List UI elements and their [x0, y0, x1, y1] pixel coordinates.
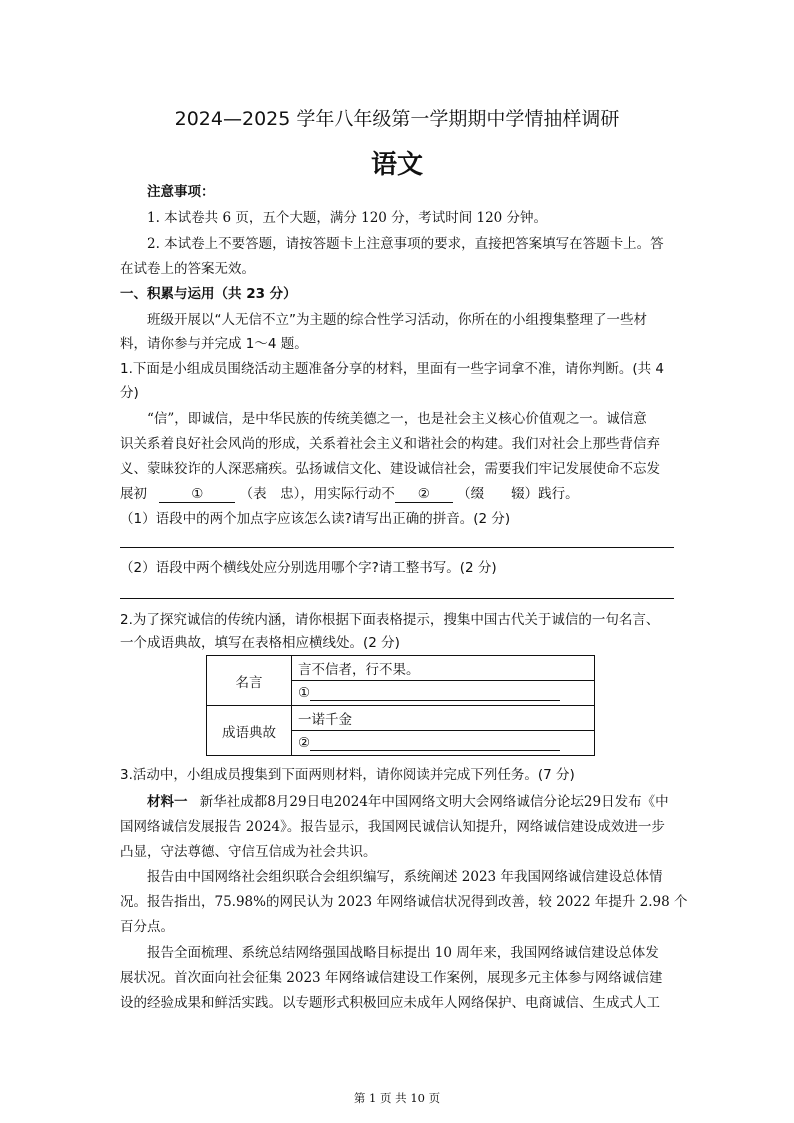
notice-item-2-line-1: 2. 本试卷上不要答题，请按答题卡上注意事项的要求，直接把答案填写在答题卡上。答: [147, 236, 664, 252]
q2-stem-line-1: 2.为了探究诚信的传统内涵，请你根据下面表格提示，搜集中国古代关于诚信的一句名言、: [120, 612, 660, 628]
q1-passage-line-1: “信”，即诚信，是中华民族的传统美德之一，也是社会主义核心价值观之一。诚信意: [147, 411, 647, 427]
paragraph-3-line-1: 报告全面梳理、系统总结网络强国战略目标提出 10 周年来，我国网络诚信建设总体发: [147, 945, 659, 961]
paragraph-2-line-1: 报告由中国网络社会组织联合会组织编写，系统阐述 2023 年我国网络诚信建设总体情: [147, 869, 663, 885]
q1-passage-line-2: 识关系着良好社会风尚的形成，关系着社会主义和谐社会的构建。我们对社会上那些背信弃: [120, 436, 660, 452]
blank-marker-1: ①: [298, 685, 311, 701]
material-1-label: 材料一: [147, 794, 188, 810]
q1-passage-line-3: 义、蒙昧狡诈的人深恶痛疾。弘扬诚信文化、建设诚信社会，需要我们牢记发展使命不忘发: [120, 461, 660, 477]
blank-1[interactable]: ①: [159, 486, 235, 503]
table-row: [207, 706, 595, 731]
section-1-heading: 一、积累与运用（共 23 分）: [120, 286, 297, 302]
blank-2-options: （缀 辍）践行。: [457, 486, 579, 502]
notice-item-2-line-2: 在试卷上的答案无效。: [120, 261, 255, 277]
q1-stem-line-2: 分): [120, 385, 139, 401]
q1-sub-2: （2）语段中两个横线处应分别选用哪个字?请工整书写。(2 分): [120, 560, 497, 576]
section-1-intro-line-1: 班级开展以“人无信不立”为主题的综合性学习活动，你所在的小组搜集整理了一些材: [147, 312, 647, 328]
idiom-blank-cell[interactable]: [292, 731, 595, 756]
subject-title: 语文: [370, 150, 423, 180]
fill-line-1[interactable]: [310, 685, 560, 701]
material-1-line-3: 凸显，守法尊德、守信互信成为社会共识。: [120, 844, 377, 860]
page-number: 第 1 页 共 10 页: [353, 1091, 441, 1105]
answer-line-1[interactable]: [120, 547, 674, 548]
blank-marker-2: ②: [298, 735, 311, 751]
notice-item-1: 1. 本试卷共 6 页，五个大题，满分 120 分，考试时间 120 分钟。: [147, 210, 548, 226]
q1-stem-line-1: 1.下面是小组成员围绕活动主题准备分享的材料，里面有一些字词拿不准，请你判断。(共 4: [120, 361, 665, 377]
material-1-line-1: [147, 792, 669, 812]
q1-sub-1: （1）语段中的两个加点字应该怎么读?请写出正确的拼音。(2 分): [120, 511, 511, 527]
blank-1-options: （表 忠），用实际行动不: [239, 486, 395, 502]
material-1-text-1: 新华社成都8月29日电2024年中国网络文明大会网络诚信分论坛29日发布《中: [199, 794, 669, 810]
material-1-line-2: 国网络诚信发展报告 2024》。报告显示，我国网民诚信认知提升，网络诚信建设成效进一步: [120, 819, 665, 835]
q1-passage-line-4-start: 展初: [120, 486, 147, 502]
idiom-value-cell: 一诺千金: [292, 706, 595, 731]
label-cell-quote: 名言: [207, 656, 292, 706]
q2-stem-line-2: 一个成语典故，填写在表格相应横线处。(2 分): [120, 635, 400, 651]
label-cell-idiom: 成语典故: [207, 706, 292, 756]
section-1-intro-line-2: 料，请你参与并完成 1～4 题。: [120, 336, 308, 352]
paragraph-2-line-2: 况。报告指出，75.98%的网民认为 2023 年网络诚信状况得到改善，较 2022 年提升 2.98 个: [120, 894, 688, 910]
paragraph-3-line-3: 设的经验成果和鲜活实践。以专题形式积极回应未成年人网络保护、电商诚信、生成式人工: [120, 995, 660, 1011]
answer-line-2[interactable]: [120, 598, 674, 599]
paragraph-3-line-2: 展状况。首次面向社会征集 2023 年网络诚信建设工作案例，展现多元主体参与网络诚信建: [120, 970, 663, 986]
q2-table: [206, 655, 595, 756]
q3-stem: 3.活动中，小组成员搜集到下面两则材料，请你阅读并完成下列任务。(7 分): [120, 767, 575, 783]
quote-blank-cell[interactable]: [292, 681, 595, 706]
blank-2[interactable]: ②: [395, 486, 453, 503]
exam-title: 2024—2025 学年八年级第一学期期中学情抽样调研: [174, 108, 620, 130]
quote-value-cell: 言不信者，行不果。: [292, 656, 595, 681]
notice-heading: 注意事项：: [147, 184, 215, 200]
q1-passage-line-4: [120, 484, 579, 504]
table-row: [207, 656, 595, 681]
paragraph-2-line-3: 百分点。: [120, 919, 174, 935]
fill-line-2[interactable]: [310, 735, 560, 751]
